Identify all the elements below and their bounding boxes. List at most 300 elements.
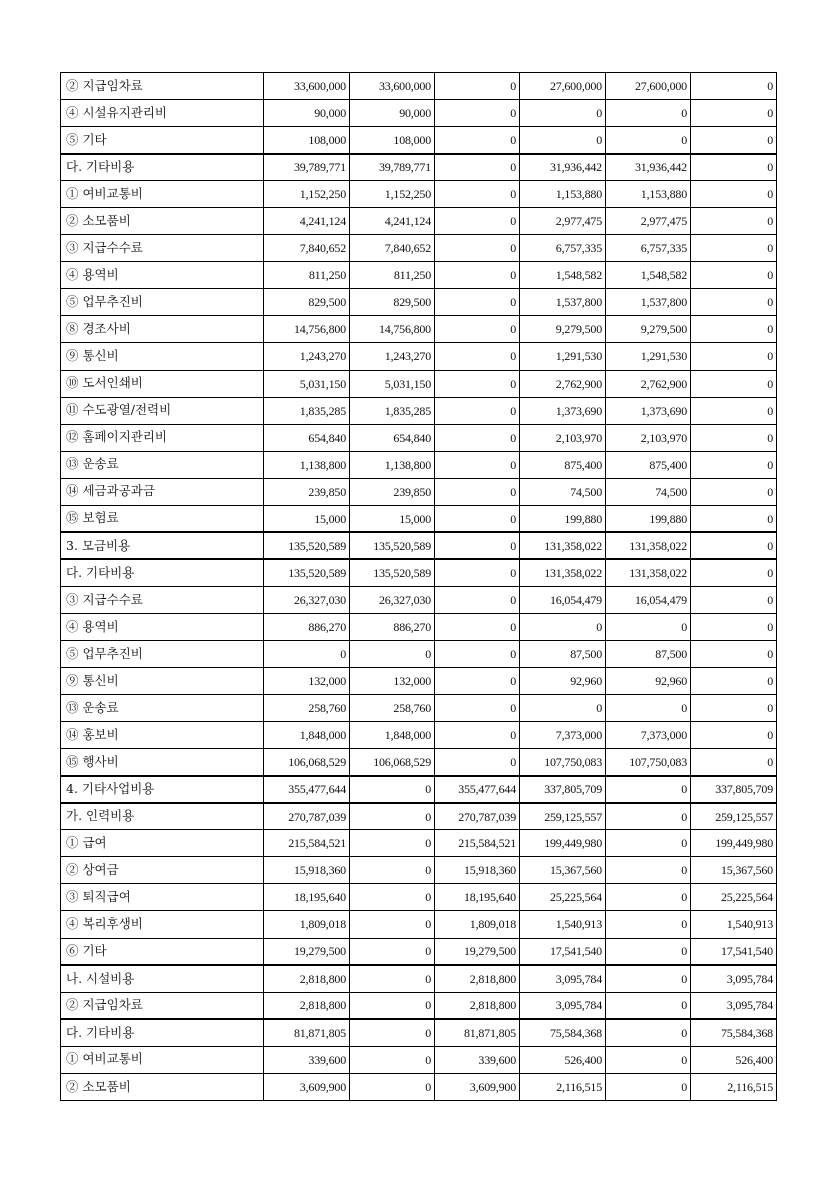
- row-label: ⑤ 업무추진비: [61, 289, 264, 316]
- amount-cell: 0: [606, 992, 691, 1019]
- amount-cell: 0: [606, 127, 691, 154]
- row-label: ⑥ 기타: [61, 938, 264, 965]
- amount-cell: 0: [350, 830, 435, 857]
- amount-cell: 0: [350, 857, 435, 884]
- amount-cell: 355,477,644: [264, 776, 350, 803]
- amount-cell: 654,840: [350, 424, 435, 451]
- amount-cell: 1,848,000: [264, 722, 350, 749]
- amount-cell: 886,270: [264, 613, 350, 640]
- amount-cell: 2,116,515: [520, 1073, 606, 1100]
- table-row: [61, 1019, 777, 1046]
- amount-cell: 27,600,000: [606, 73, 691, 100]
- amount-cell: 0: [691, 235, 777, 262]
- amount-cell: 0: [350, 884, 435, 911]
- amount-cell: 0: [435, 370, 520, 397]
- table-row: [61, 181, 777, 208]
- amount-cell: 3,095,784: [691, 992, 777, 1019]
- amount-cell: 0: [350, 1046, 435, 1073]
- amount-cell: 0: [435, 262, 520, 289]
- amount-cell: 2,977,475: [520, 208, 606, 235]
- amount-cell: 811,250: [264, 262, 350, 289]
- amount-cell: 259,125,557: [691, 803, 777, 830]
- amount-cell: 4,241,124: [264, 208, 350, 235]
- amount-cell: 1,291,530: [606, 343, 691, 370]
- amount-cell: 0: [606, 1046, 691, 1073]
- amount-cell: 0: [435, 695, 520, 722]
- amount-cell: 1,809,018: [264, 911, 350, 938]
- amount-cell: 2,762,900: [606, 370, 691, 397]
- amount-cell: 108,000: [350, 127, 435, 154]
- amount-cell: 16,054,479: [520, 586, 606, 613]
- amount-cell: 0: [606, 965, 691, 992]
- row-label: ⑤ 업무추진비: [61, 640, 264, 667]
- amount-cell: 199,880: [520, 505, 606, 532]
- amount-cell: 0: [691, 262, 777, 289]
- amount-cell: 16,054,479: [606, 586, 691, 613]
- amount-cell: 15,918,360: [264, 857, 350, 884]
- amount-cell: 19,279,500: [435, 938, 520, 965]
- amount-cell: 0: [435, 424, 520, 451]
- amount-cell: 131,358,022: [606, 559, 691, 586]
- row-label: ① 여비교통비: [61, 181, 264, 208]
- amount-cell: 3,095,784: [691, 965, 777, 992]
- amount-cell: 0: [691, 532, 777, 559]
- table-row: [61, 911, 777, 938]
- amount-cell: 0: [264, 640, 350, 667]
- amount-cell: 2,977,475: [606, 208, 691, 235]
- amount-cell: 0: [606, 884, 691, 911]
- amount-cell: 131,358,022: [520, 559, 606, 586]
- amount-cell: 0: [691, 668, 777, 695]
- row-label: ① 여비교통비: [61, 1046, 264, 1073]
- amount-cell: 270,787,039: [435, 803, 520, 830]
- table-row: [61, 559, 777, 586]
- table-row: [61, 127, 777, 154]
- amount-cell: 0: [691, 722, 777, 749]
- amount-cell: 131,358,022: [520, 532, 606, 559]
- amount-cell: 131,358,022: [606, 532, 691, 559]
- amount-cell: 0: [435, 154, 520, 181]
- table-row: [61, 965, 777, 992]
- amount-cell: 0: [435, 532, 520, 559]
- amount-cell: 0: [691, 640, 777, 667]
- table-row: [61, 397, 777, 424]
- amount-cell: 0: [435, 505, 520, 532]
- table-row: [61, 262, 777, 289]
- row-label: ⑮ 행사비: [61, 749, 264, 776]
- amount-cell: 15,000: [264, 505, 350, 532]
- amount-cell: 2,818,800: [264, 992, 350, 1019]
- table-row: [61, 289, 777, 316]
- row-label: ③ 지급수수료: [61, 235, 264, 262]
- amount-cell: 0: [350, 803, 435, 830]
- amount-cell: 2,762,900: [520, 370, 606, 397]
- amount-cell: 239,850: [350, 478, 435, 505]
- amount-cell: 4,241,124: [350, 208, 435, 235]
- amount-cell: 26,327,030: [350, 586, 435, 613]
- row-label: 4. 기타사업비용: [61, 776, 264, 803]
- amount-cell: 3,609,900: [264, 1073, 350, 1100]
- amount-cell: 3,609,900: [435, 1073, 520, 1100]
- amount-cell: 0: [435, 343, 520, 370]
- table-row: [61, 154, 777, 181]
- row-label: ⑬ 운송료: [61, 451, 264, 478]
- amount-cell: 7,373,000: [520, 722, 606, 749]
- amount-cell: 0: [350, 640, 435, 667]
- amount-cell: 339,600: [435, 1046, 520, 1073]
- amount-cell: 215,584,521: [264, 830, 350, 857]
- amount-cell: 15,918,360: [435, 857, 520, 884]
- amount-cell: 9,279,500: [520, 316, 606, 343]
- amount-cell: 0: [691, 289, 777, 316]
- row-label: 나. 시설비용: [61, 965, 264, 992]
- amount-cell: 0: [606, 613, 691, 640]
- amount-cell: 0: [435, 559, 520, 586]
- amount-cell: 829,500: [350, 289, 435, 316]
- table-row: [61, 640, 777, 667]
- amount-cell: 526,400: [520, 1046, 606, 1073]
- amount-cell: 0: [350, 1073, 435, 1100]
- expense-table: [60, 72, 777, 1101]
- amount-cell: 17,541,540: [691, 938, 777, 965]
- amount-cell: 107,750,083: [606, 749, 691, 776]
- row-label: 가. 인력비용: [61, 803, 264, 830]
- amount-cell: 6,757,335: [520, 235, 606, 262]
- amount-cell: 0: [435, 127, 520, 154]
- amount-cell: 0: [435, 749, 520, 776]
- amount-cell: 14,756,800: [350, 316, 435, 343]
- amount-cell: 1,540,913: [691, 911, 777, 938]
- table-row: [61, 830, 777, 857]
- amount-cell: 135,520,589: [264, 559, 350, 586]
- amount-cell: 0: [606, 803, 691, 830]
- amount-cell: 107,750,083: [520, 749, 606, 776]
- amount-cell: 1,373,690: [520, 397, 606, 424]
- amount-cell: 33,600,000: [350, 73, 435, 100]
- amount-cell: 0: [435, 668, 520, 695]
- amount-cell: 0: [691, 397, 777, 424]
- row-label: 다. 기타비용: [61, 1019, 264, 1046]
- row-label: ② 지급임차료: [61, 992, 264, 1019]
- amount-cell: 26,327,030: [264, 586, 350, 613]
- amount-cell: 0: [606, 100, 691, 127]
- amount-cell: 1,548,582: [606, 262, 691, 289]
- amount-cell: 2,116,515: [691, 1073, 777, 1100]
- amount-cell: 3,095,784: [520, 992, 606, 1019]
- amount-cell: 31,936,442: [520, 154, 606, 181]
- amount-cell: 0: [435, 478, 520, 505]
- amount-cell: 1,540,913: [520, 911, 606, 938]
- table-row: [61, 451, 777, 478]
- amount-cell: 259,125,557: [520, 803, 606, 830]
- amount-cell: 3,095,784: [520, 965, 606, 992]
- table-row: [61, 1046, 777, 1073]
- amount-cell: 0: [691, 208, 777, 235]
- amount-cell: 0: [691, 478, 777, 505]
- amount-cell: 0: [691, 181, 777, 208]
- amount-cell: 0: [606, 830, 691, 857]
- table-row: [61, 208, 777, 235]
- amount-cell: 74,500: [520, 478, 606, 505]
- row-label: ③ 퇴직급여: [61, 884, 264, 911]
- row-label: ③ 지급수수료: [61, 586, 264, 613]
- amount-cell: 39,789,771: [264, 154, 350, 181]
- amount-cell: 0: [606, 776, 691, 803]
- row-label: ⑨ 통신비: [61, 343, 264, 370]
- amount-cell: 0: [520, 613, 606, 640]
- amount-cell: 31,936,442: [606, 154, 691, 181]
- amount-cell: 239,850: [264, 478, 350, 505]
- table-row: [61, 749, 777, 776]
- amount-cell: 270,787,039: [264, 803, 350, 830]
- amount-cell: 0: [691, 370, 777, 397]
- row-label: ⑬ 운송료: [61, 695, 264, 722]
- amount-cell: 87,500: [606, 640, 691, 667]
- amount-cell: 1,152,250: [350, 181, 435, 208]
- amount-cell: 1,548,582: [520, 262, 606, 289]
- amount-cell: 33,600,000: [264, 73, 350, 100]
- amount-cell: 829,500: [264, 289, 350, 316]
- amount-cell: 0: [435, 289, 520, 316]
- amount-cell: 0: [350, 965, 435, 992]
- table-row: [61, 478, 777, 505]
- table-row: [61, 857, 777, 884]
- amount-cell: 0: [691, 749, 777, 776]
- row-label: ④ 용역비: [61, 613, 264, 640]
- row-label: ④ 복리후생비: [61, 911, 264, 938]
- amount-cell: 1,835,285: [350, 397, 435, 424]
- amount-cell: 811,250: [350, 262, 435, 289]
- amount-cell: 0: [606, 911, 691, 938]
- row-label: ⑪ 수도광열/전력비: [61, 397, 264, 424]
- amount-cell: 0: [691, 559, 777, 586]
- amount-cell: 135,520,589: [350, 532, 435, 559]
- amount-cell: 654,840: [264, 424, 350, 451]
- amount-cell: 0: [691, 424, 777, 451]
- row-label: 3. 모금비용: [61, 532, 264, 559]
- amount-cell: 0: [350, 1019, 435, 1046]
- amount-cell: 0: [435, 722, 520, 749]
- table-row: [61, 532, 777, 559]
- amount-cell: 337,805,709: [520, 776, 606, 803]
- amount-cell: 215,584,521: [435, 830, 520, 857]
- row-label: ⑤ 기타: [61, 127, 264, 154]
- amount-cell: 0: [606, 1019, 691, 1046]
- amount-cell: 75,584,368: [691, 1019, 777, 1046]
- amount-cell: 135,520,589: [264, 532, 350, 559]
- amount-cell: 1,537,800: [606, 289, 691, 316]
- amount-cell: 90,000: [350, 100, 435, 127]
- amount-cell: 15,367,560: [691, 857, 777, 884]
- amount-cell: 0: [691, 100, 777, 127]
- amount-cell: 0: [691, 505, 777, 532]
- amount-cell: 1,243,270: [264, 343, 350, 370]
- amount-cell: 339,600: [264, 1046, 350, 1073]
- amount-cell: 258,760: [350, 695, 435, 722]
- amount-cell: 0: [435, 181, 520, 208]
- amount-cell: 92,960: [520, 668, 606, 695]
- amount-cell: 135,520,589: [350, 559, 435, 586]
- amount-cell: 0: [606, 695, 691, 722]
- amount-cell: 90,000: [264, 100, 350, 127]
- amount-cell: 9,279,500: [606, 316, 691, 343]
- amount-cell: 0: [350, 776, 435, 803]
- amount-cell: 2,103,970: [606, 424, 691, 451]
- amount-cell: 106,068,529: [264, 749, 350, 776]
- row-label: 다. 기타비용: [61, 559, 264, 586]
- amount-cell: 1,848,000: [350, 722, 435, 749]
- amount-cell: 0: [691, 73, 777, 100]
- amount-cell: 0: [520, 127, 606, 154]
- amount-cell: 27,600,000: [520, 73, 606, 100]
- amount-cell: 0: [435, 397, 520, 424]
- amount-cell: 0: [435, 73, 520, 100]
- table-row: [61, 235, 777, 262]
- amount-cell: 7,840,652: [264, 235, 350, 262]
- amount-cell: 2,818,800: [435, 965, 520, 992]
- amount-cell: 92,960: [606, 668, 691, 695]
- amount-cell: 2,103,970: [520, 424, 606, 451]
- amount-cell: 106,068,529: [350, 749, 435, 776]
- table-row: [61, 1073, 777, 1100]
- expense-table-body: [61, 73, 777, 1101]
- amount-cell: 74,500: [606, 478, 691, 505]
- amount-cell: 0: [435, 316, 520, 343]
- amount-cell: 0: [691, 154, 777, 181]
- amount-cell: 875,400: [520, 451, 606, 478]
- amount-cell: 1,373,690: [606, 397, 691, 424]
- amount-cell: 0: [520, 100, 606, 127]
- amount-cell: 1,138,800: [264, 451, 350, 478]
- row-label: ② 지급임차료: [61, 73, 264, 100]
- table-row: [61, 586, 777, 613]
- amount-cell: 0: [350, 992, 435, 1019]
- table-row: [61, 668, 777, 695]
- amount-cell: 0: [435, 613, 520, 640]
- amount-cell: 19,279,500: [264, 938, 350, 965]
- table-row: [61, 938, 777, 965]
- amount-cell: 875,400: [606, 451, 691, 478]
- amount-cell: 39,789,771: [350, 154, 435, 181]
- amount-cell: 0: [691, 451, 777, 478]
- table-row: [61, 505, 777, 532]
- amount-cell: 0: [691, 613, 777, 640]
- amount-cell: 0: [435, 100, 520, 127]
- table-row: [61, 776, 777, 803]
- amount-cell: 199,449,980: [691, 830, 777, 857]
- amount-cell: 81,871,805: [435, 1019, 520, 1046]
- amount-cell: 1,809,018: [435, 911, 520, 938]
- table-row: [61, 343, 777, 370]
- amount-cell: 1,153,880: [520, 181, 606, 208]
- amount-cell: 25,225,564: [691, 884, 777, 911]
- row-label: ⑫ 홈페이지관리비: [61, 424, 264, 451]
- amount-cell: 87,500: [520, 640, 606, 667]
- table-row: [61, 695, 777, 722]
- table-row: [61, 424, 777, 451]
- table-row: [61, 613, 777, 640]
- row-label: 다. 기타비용: [61, 154, 264, 181]
- table-row: [61, 992, 777, 1019]
- row-label: ② 소모품비: [61, 208, 264, 235]
- row-label: ⑭ 홍보비: [61, 722, 264, 749]
- amount-cell: 199,880: [606, 505, 691, 532]
- row-label: ⑮ 보험료: [61, 505, 264, 532]
- amount-cell: 7,373,000: [606, 722, 691, 749]
- amount-cell: 2,818,800: [264, 965, 350, 992]
- amount-cell: 17,541,540: [520, 938, 606, 965]
- amount-cell: 0: [520, 695, 606, 722]
- amount-cell: 15,367,560: [520, 857, 606, 884]
- row-label: ④ 시설유지관리비: [61, 100, 264, 127]
- amount-cell: 526,400: [691, 1046, 777, 1073]
- table-row: [61, 722, 777, 749]
- amount-cell: 0: [435, 451, 520, 478]
- row-label: ⑩ 도서인쇄비: [61, 370, 264, 397]
- amount-cell: 0: [350, 911, 435, 938]
- table-row: [61, 73, 777, 100]
- amount-cell: 0: [691, 586, 777, 613]
- amount-cell: 0: [606, 1073, 691, 1100]
- amount-cell: 25,225,564: [520, 884, 606, 911]
- amount-cell: 75,584,368: [520, 1019, 606, 1046]
- amount-cell: 0: [350, 938, 435, 965]
- amount-cell: 1,243,270: [350, 343, 435, 370]
- amount-cell: 0: [435, 586, 520, 613]
- amount-cell: 0: [691, 343, 777, 370]
- amount-cell: 18,195,640: [435, 884, 520, 911]
- amount-cell: 108,000: [264, 127, 350, 154]
- amount-cell: 132,000: [350, 668, 435, 695]
- amount-cell: 7,840,652: [350, 235, 435, 262]
- amount-cell: 81,871,805: [264, 1019, 350, 1046]
- amount-cell: 0: [435, 235, 520, 262]
- amount-cell: 258,760: [264, 695, 350, 722]
- row-label: ⑧ 경조사비: [61, 316, 264, 343]
- row-label: ② 상여금: [61, 857, 264, 884]
- table-row: [61, 803, 777, 830]
- amount-cell: 14,756,800: [264, 316, 350, 343]
- amount-cell: 1,153,880: [606, 181, 691, 208]
- amount-cell: 15,000: [350, 505, 435, 532]
- row-label: ⑨ 통신비: [61, 668, 264, 695]
- amount-cell: 1,835,285: [264, 397, 350, 424]
- row-label: ② 소모품비: [61, 1073, 264, 1100]
- amount-cell: 1,537,800: [520, 289, 606, 316]
- amount-cell: 5,031,150: [350, 370, 435, 397]
- table-row: [61, 370, 777, 397]
- amount-cell: 0: [435, 208, 520, 235]
- row-label: ⑭ 세금과공과금: [61, 478, 264, 505]
- amount-cell: 355,477,644: [435, 776, 520, 803]
- amount-cell: 0: [691, 316, 777, 343]
- amount-cell: 1,291,530: [520, 343, 606, 370]
- table-row: [61, 316, 777, 343]
- amount-cell: 18,195,640: [264, 884, 350, 911]
- amount-cell: 0: [435, 640, 520, 667]
- amount-cell: 199,449,980: [520, 830, 606, 857]
- amount-cell: 1,138,800: [350, 451, 435, 478]
- amount-cell: 6,757,335: [606, 235, 691, 262]
- amount-cell: 1,152,250: [264, 181, 350, 208]
- table-row: [61, 884, 777, 911]
- amount-cell: 886,270: [350, 613, 435, 640]
- row-label: ④ 용역비: [61, 262, 264, 289]
- amount-cell: 5,031,150: [264, 370, 350, 397]
- amount-cell: 337,805,709: [691, 776, 777, 803]
- row-label: ① 급여: [61, 830, 264, 857]
- amount-cell: 0: [691, 695, 777, 722]
